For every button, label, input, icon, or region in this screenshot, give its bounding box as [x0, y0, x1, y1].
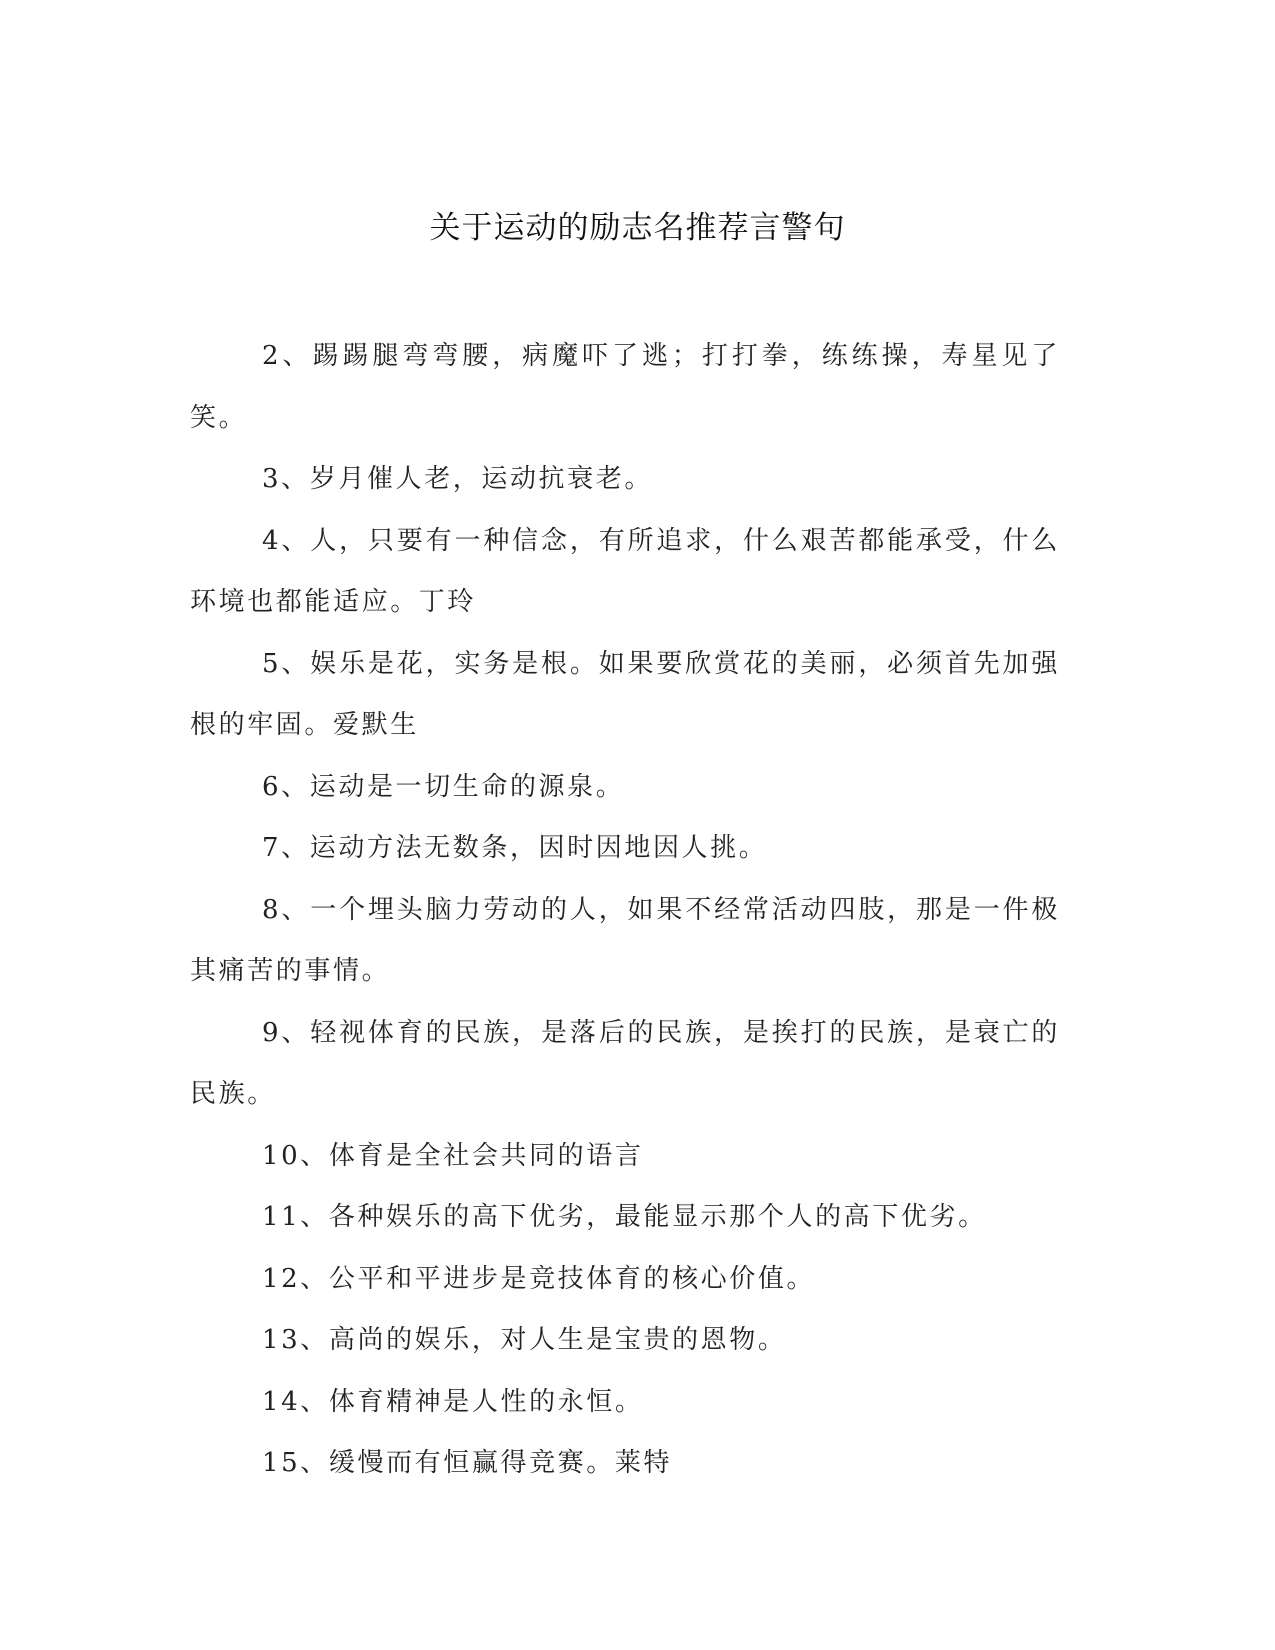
page-title: 关于运动的励志名推荐言警句 — [429, 210, 846, 246]
quote-paragraph-5: 5、娱乐是花，实务是根。如果要欣赏花的美丽，必须首先加强根的牢固。爱默生 — [190, 648, 1060, 740]
quote-paragraph-9: 9、轻视体育的民族，是落后的民族，是挨打的民族，是衰亡的民族。 — [190, 1017, 1060, 1109]
quote-paragraph-13: 13、高尚的娱乐，对人生是宝贵的恩物。 — [262, 1325, 787, 1355]
quote-paragraph-3: 3、岁月催人老，运动抗衰老。 — [262, 464, 653, 494]
quote-paragraph-8: 8、一个埋头脑力劳动的人，如果不经常活动四肢，那是一件极其痛苦的事情。 — [190, 894, 1060, 986]
quote-paragraph-6: 6、运动是一切生命的源泉。 — [262, 771, 625, 802]
quote-paragraph-10: 10、体育是全社会共同的语言 — [262, 1140, 644, 1171]
quote-paragraph-15: 15、缓慢而有恒赢得竞赛。莱特 — [262, 1448, 673, 1478]
quote-paragraph-14: 14、体育精神是人性的永恒。 — [262, 1386, 644, 1417]
quote-paragraph-12: 12、公平和平进步是竞技体育的核心价值。 — [262, 1263, 816, 1294]
document-body — [190, 326, 1060, 1495]
quote-paragraph-11: 11、各种娱乐的高下优劣，最能显示那个人的高下优劣。 — [262, 1202, 987, 1232]
quote-paragraph-2: 2、踢踢腿弯弯腰，病魔吓了逃；打打拳，练练操，寿星见了笑。 — [190, 341, 1060, 433]
quote-paragraph-4: 4、人，只要有一种信念，有所追求，什么艰苦都能承受，什么环境也都能适应。丁玲 — [190, 525, 1060, 617]
quote-paragraph-7: 7、运动方法无数条，因时因地因人挑。 — [262, 833, 768, 863]
